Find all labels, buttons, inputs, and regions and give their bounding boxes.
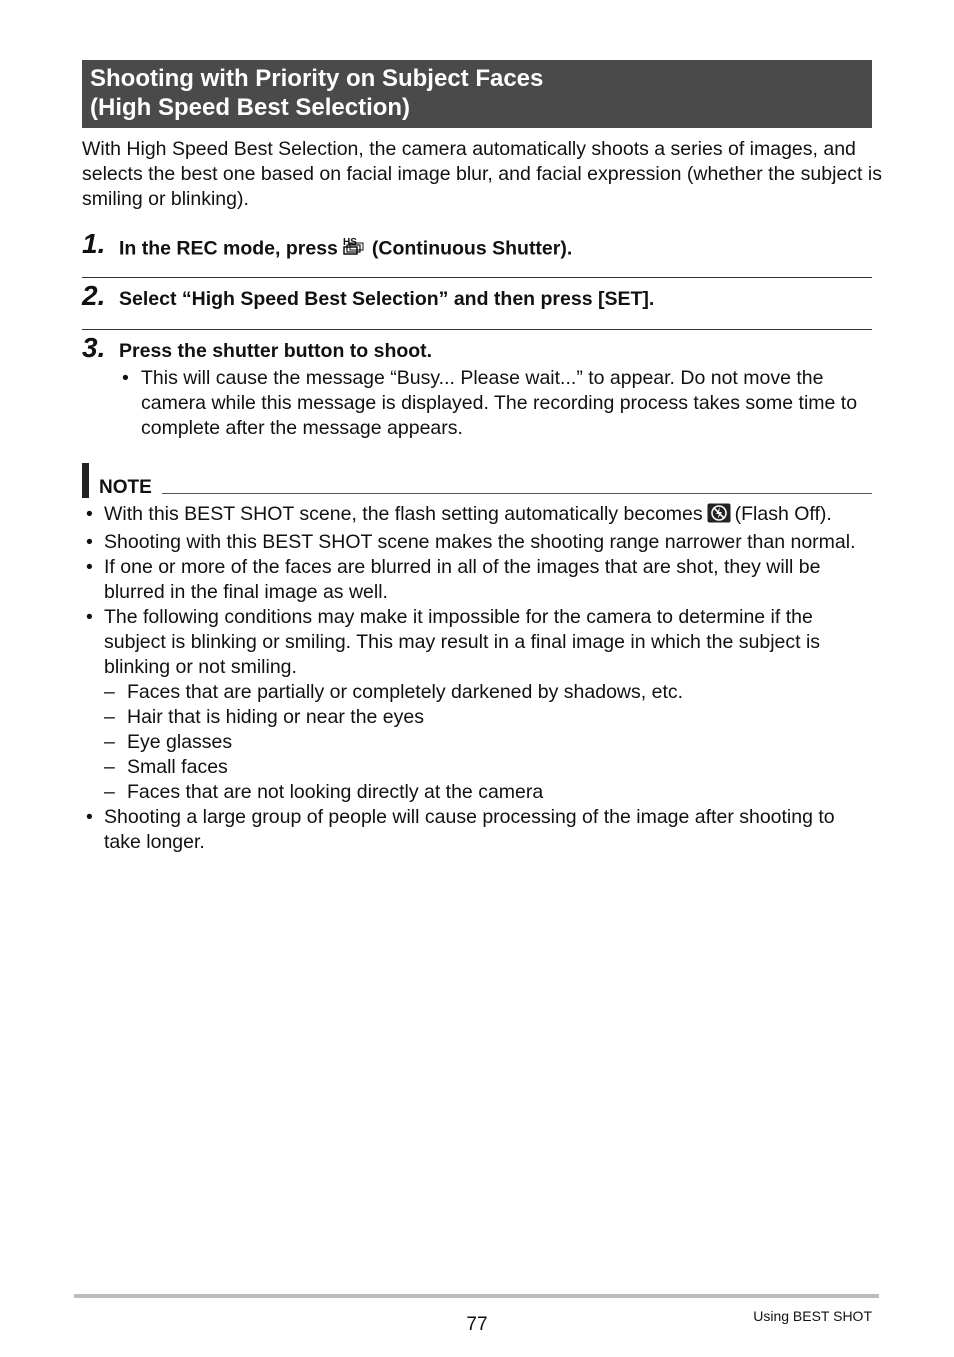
section-title-line2: (High Speed Best Selection) [90, 94, 411, 121]
step-number: 2. [82, 280, 106, 311]
step-number: 1. [82, 228, 106, 259]
dash-icon: – [104, 706, 115, 728]
dash-item [82, 755, 872, 780]
bullet-text: If one or more of the faces are blurred in all of the images that are shot, they will be blurred in the final image as well. [104, 556, 821, 603]
dash-icon: – [104, 781, 115, 803]
intro-paragraph: With High Speed Best Selection, the camera automatically shoots a series of images, and selects the best one based on facial image blur, and facial expression (whether the subject is smiling or blinking). [82, 138, 882, 210]
note-bullet1-before: With this BEST SHOT scene, the flash setting automatically becomes [104, 503, 703, 525]
step3-bullet-list [120, 366, 870, 441]
bullet-icon: • [86, 531, 93, 553]
dash-text: Faces that are partially or completely darkened by shadows, etc. [127, 681, 684, 703]
dash-text: Faces that are not looking directly at the camera [127, 781, 544, 803]
footer-divider [74, 1294, 879, 1298]
footer-section-label: Using BEST SHOT [753, 1308, 872, 1324]
flash-off-icon [707, 503, 731, 530]
dash-text: Eye glasses [127, 731, 233, 753]
bullet-icon: • [86, 606, 93, 628]
bullet-icon: • [86, 556, 93, 578]
bullet-text: Shooting a large group of people will cause processing of the image after shooting to take longer. [104, 806, 835, 853]
dash-icon: – [104, 731, 115, 753]
section-title-line1: Shooting with Priority on Subject Faces [90, 65, 544, 92]
dash-icon: – [104, 681, 115, 703]
step-text: Select “High Speed Best Selection” and then press [SET]. [119, 288, 655, 310]
step-number: 3. [82, 332, 106, 363]
section-title [82, 60, 872, 128]
note-marker-bar [82, 463, 89, 498]
bullet-text: This will cause the message “Busy... Please wait...” to appear. Do not move the camera while this message is displayed. The recording process takes some time to complete after the message appears. [141, 367, 858, 439]
step-divider [82, 329, 872, 330]
list-item [82, 605, 872, 680]
note-divider [162, 493, 872, 494]
bullet-icon: • [86, 503, 93, 525]
bullet-icon: • [122, 367, 129, 389]
bullet-text: Shooting with this BEST SHOT scene makes the shooting range narrower than normal. [104, 531, 856, 553]
dash-item [82, 730, 872, 755]
note-list [82, 502, 872, 855]
dash-text: Small faces [127, 756, 228, 778]
continuous-shutter-hs-icon [342, 235, 366, 264]
bullet-text: The following conditions may make it impossible for the camera to determine if the subject is blinking or smiling. This may result in a final image in which the subject is blinking or not smiling. [104, 606, 821, 678]
step-text [119, 235, 572, 264]
dash-item [82, 680, 872, 705]
dash-icon: – [104, 756, 115, 778]
step-text-after: (Continuous Shutter). [371, 237, 573, 260]
dash-item [82, 705, 872, 730]
page-number: 77 [466, 1314, 488, 1335]
svg-text:HS: HS [342, 237, 357, 248]
step-text-before: In the REC mode, press [119, 237, 338, 260]
list-item [82, 805, 872, 855]
list-item [120, 366, 870, 441]
list-item [82, 530, 872, 555]
list-item [82, 555, 872, 605]
note-label: NOTE [99, 477, 152, 498]
list-item [82, 502, 872, 530]
note-bullet1-after: (Flash Off). [734, 503, 832, 525]
dash-item [82, 780, 872, 805]
dash-text: Hair that is hiding or near the eyes [127, 706, 424, 728]
step-text: Press the shutter button to shoot. [119, 340, 433, 362]
step-divider [82, 277, 872, 278]
bullet-icon: • [86, 806, 93, 828]
